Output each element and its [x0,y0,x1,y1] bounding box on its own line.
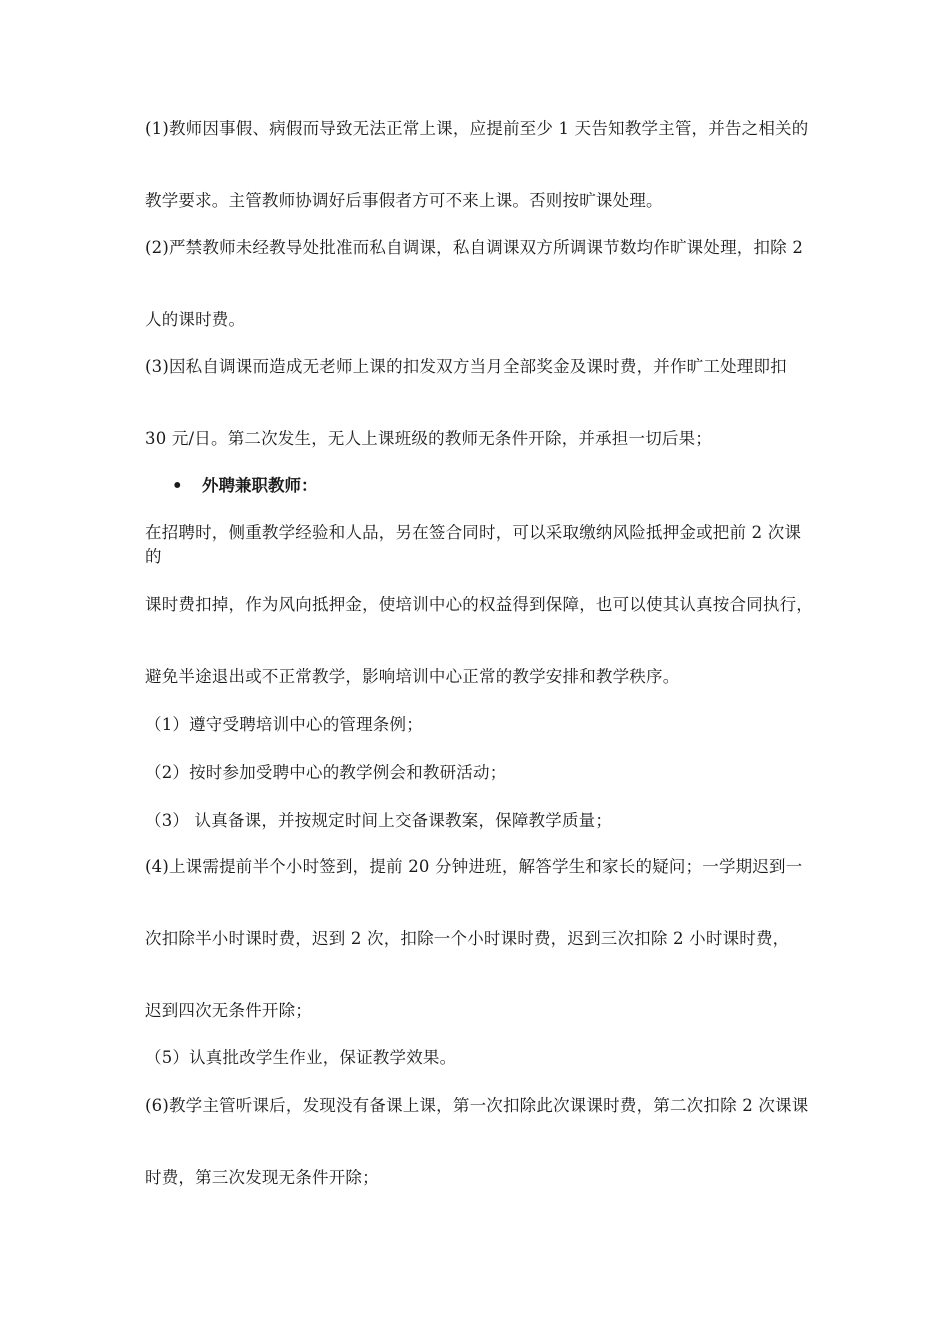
paragraph-9: 避免半途退出或不正常教学，影响培训中心正常的教学安排和教学秩序。 [145,667,680,686]
paragraph-12: （3） 认真备课，并按规定时间上交备课教案，保障教学质量； [145,811,613,830]
bullet-heading [172,474,812,498]
paragraph-4: 人的课时费。 [145,310,246,329]
paragraph-11: （2）按时参加受聘中心的教学例会和教研活动； [145,763,507,782]
bullet-heading-label: 外聘兼职教师： [202,476,318,495]
paragraph-7: 在招聘时，侧重教学经验和人品，另在签合同时，可以采取缴纳风险抵押金或把前 2 次课的 [145,523,802,566]
paragraph-1: (1)教师因事假、病假而导致无法正常上课，应提前至少 1 天告知教学主管，并告之相关的 [145,119,809,138]
paragraph-16: （5）认真批改学生作业，保证教学效果。 [145,1048,457,1067]
paragraph-13: (4)上课需提前半个小时签到，提前 20 分钟进班，解答学生和家长的疑问；一学期迟到一 [145,857,803,876]
paragraph-17: (6)教学主管听课后，发现没有备课上课，第一次扣除此次课课时费，第二次扣除 2 次课课 [145,1096,809,1115]
paragraph-3: (2)严禁教师未经教导处批准而私自调课，私自调课双方所调课节数均作旷课处理，扣除 2 [145,238,804,257]
paragraph-2: 教学要求。主管教师协调好后事假者方可不来上课。否则按旷课处理。 [145,191,663,210]
paragraph-14: 次扣除半小时课时费，迟到 2 次，扣除一个小时课时费，迟到三次扣除 2 小时课时费， [145,929,790,948]
bullet-dot-icon: • [172,476,183,495]
paragraph-15: 迟到四次无条件开除； [145,1001,312,1020]
paragraph-8: 课时费扣掉，作为风向抵押金，使培训中心的权益得到保障，也可以使其认真按合同执行， [145,595,813,614]
paragraph-18: 时费，第三次发现无条件开除； [145,1168,379,1187]
paragraph-5: (3)因私自调课而造成无老师上课的扣发双方当月全部奖金及课时费，并作旷工处理即扣 [145,357,787,376]
paragraph-6: 30 元/日。第二次发生，无人上课班级的教师无条件开除，并承担一切后果； [145,429,712,448]
paragraph-10: （1）遵守受聘培训中心的管理条例； [145,715,423,734]
